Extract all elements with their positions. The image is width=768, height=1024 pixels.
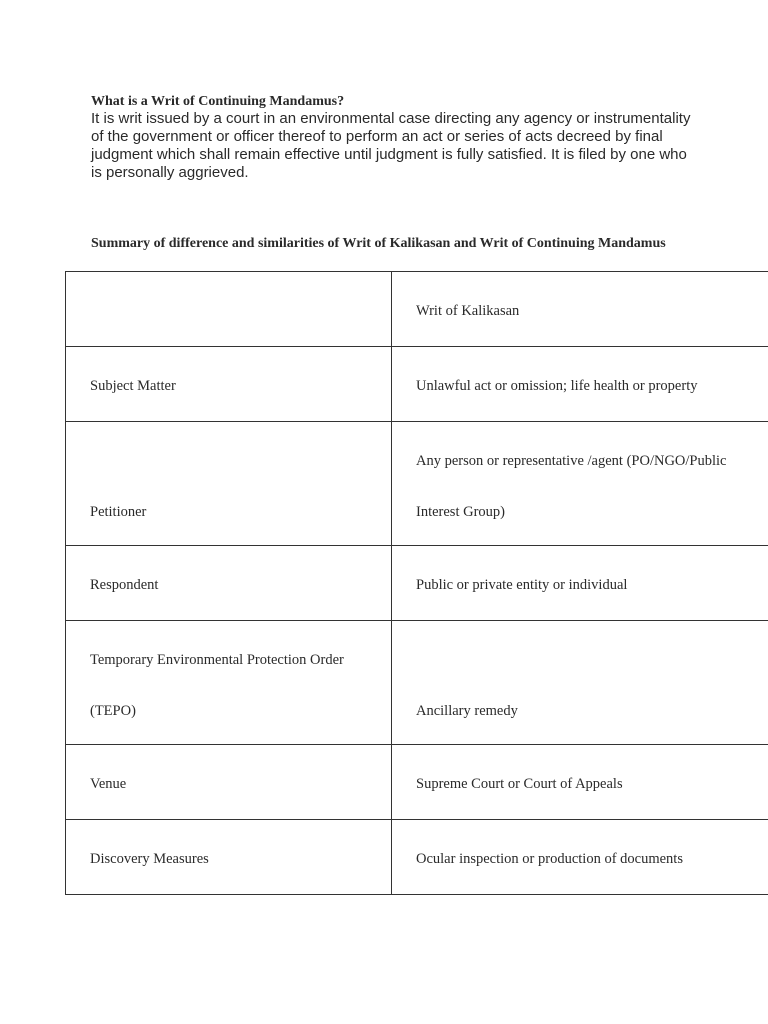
row-label-line1: Temporary Environmental Protection Order [90, 652, 344, 668]
table-row [66, 546, 768, 621]
row-label-cell [66, 820, 392, 895]
row-label-cell [66, 546, 392, 621]
row-label-cell [66, 347, 392, 422]
definition-paragraph: It is writ issued by a court in an environmental case directing any agency or instrumentality of the government or officer thereof to perform an act or series of acts decreed by final judgment which shall remain effective until judgment is fully satisfied. It is filed by one who is personally aggrieved. [91, 110, 691, 181]
table-header-row [66, 272, 768, 347]
row-value-cell [392, 745, 768, 820]
row-value-cell [392, 820, 768, 895]
row-value-line1: Any person or representative /agent (PO/NGO/Public [416, 453, 727, 469]
row-label-cell [66, 422, 392, 546]
row-label: Venue [90, 776, 127, 792]
row-label: Respondent [90, 577, 159, 593]
row-label: Discovery Measures [90, 851, 209, 867]
row-label: Subject Matter [90, 378, 176, 394]
row-value: Unlawful act or omission; life health or property [416, 378, 698, 394]
row-value: Public or private entity or individual [416, 577, 628, 593]
row-value-cell [392, 422, 768, 546]
row-value-cell [392, 621, 768, 745]
row-label-cell [66, 745, 392, 820]
table-row [66, 820, 768, 895]
row-label-line2: (TEPO) [90, 703, 136, 719]
row-value: Supreme Court or Court of Appeals [416, 776, 623, 792]
row-value-cell [392, 546, 768, 621]
comparison-table [65, 271, 768, 895]
header-cell-col2: Writ of Kalikasan [416, 303, 520, 319]
row-label: Petitioner [90, 504, 147, 520]
row-value-cell [392, 347, 768, 422]
row-value: Ancillary remedy [416, 703, 518, 719]
table-row [66, 347, 768, 422]
section-heading-summary: Summary of difference and similarities of Writ of Kalikasan and Writ of Continuing Mandamus [91, 236, 666, 251]
header-cell-blank [66, 272, 392, 347]
table-row [66, 745, 768, 820]
row-value-line2: Interest Group) [416, 504, 505, 520]
row-label-cell [66, 621, 392, 745]
table-row [66, 422, 768, 546]
row-value: Ocular inspection or production of documents [416, 851, 683, 867]
section-heading-continuing-mandamus: What is a Writ of Continuing Mandamus? [91, 94, 345, 109]
table-row [66, 621, 768, 745]
header-cell-kalikasan [392, 272, 768, 347]
